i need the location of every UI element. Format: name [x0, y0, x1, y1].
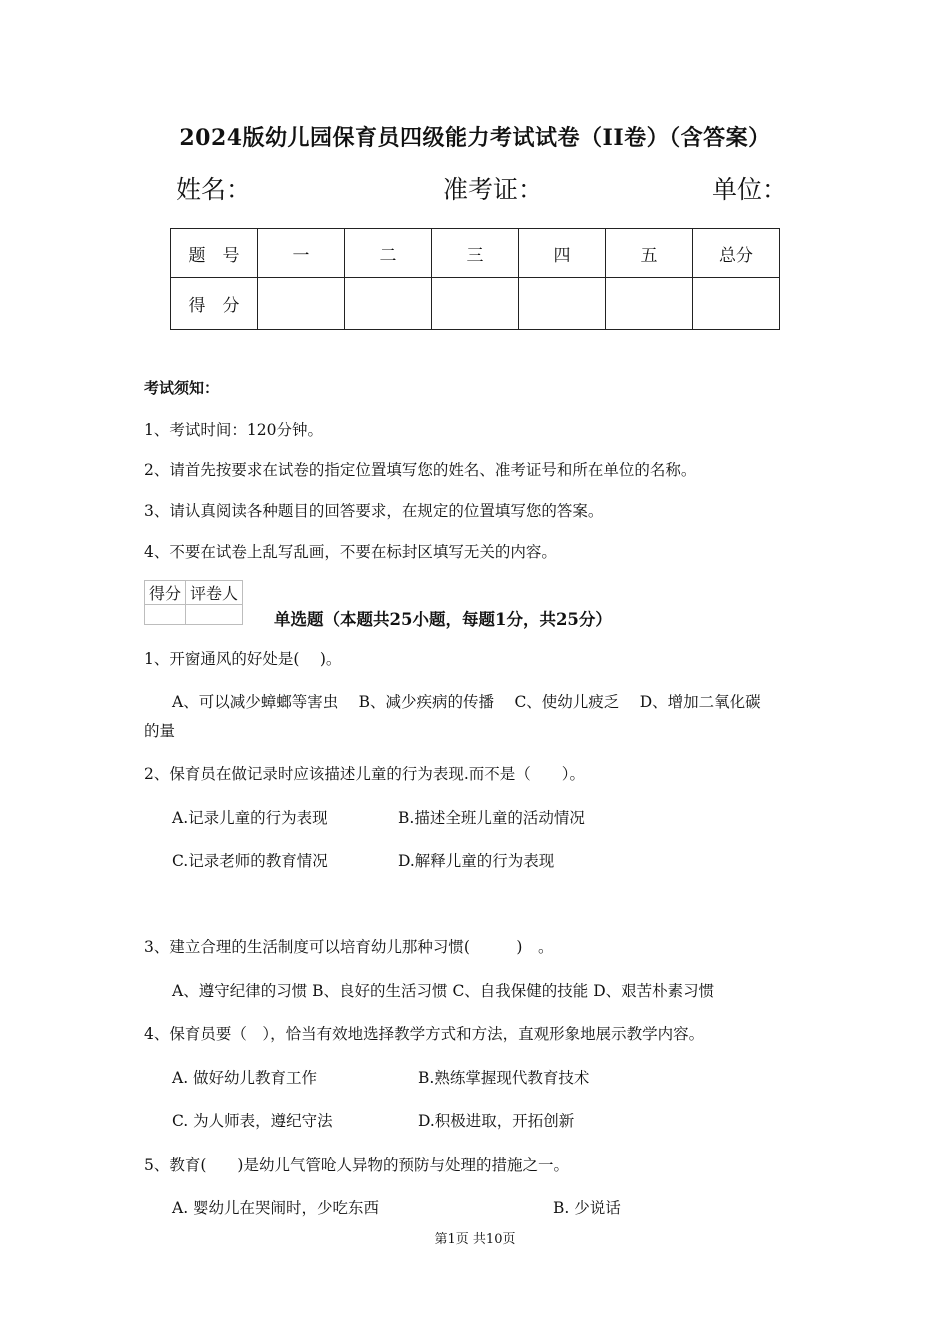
option-c: C.记录老师的教育情况 — [172, 852, 328, 870]
option-a: A. 婴幼儿在哭闹时，少吃东西 — [172, 1199, 380, 1217]
option-a: A. 做好幼儿教育工作 — [172, 1069, 318, 1087]
question-stem: 2、保育员在做记录时应该描述儿童的行为表现.而不是（ ）。 — [144, 765, 586, 783]
question-options: A、遵守纪律的习惯 B、良好的生活习惯 C、自我保健的技能 D、艰苦朴素习惯 — [172, 982, 715, 1000]
score-header-cell: 四 — [519, 229, 606, 278]
question-options: A、可以减少蟑螂等害虫 B、减少疾病的传播 C、使幼儿疲乏 D、增加二氧化碳 — [172, 693, 761, 711]
option-c: C. 为人师表，遵纪守法 — [172, 1112, 333, 1130]
grader-name-cell — [186, 605, 243, 625]
score-cell — [519, 278, 606, 330]
option-b: B.描述全班儿童的活动情况 — [398, 809, 585, 827]
score-table — [170, 228, 780, 330]
option-d: D.积极进取，开拓创新 — [418, 1112, 575, 1130]
score-cell — [258, 278, 345, 330]
grader-score-label: 得分 — [145, 581, 186, 605]
option-b: B.熟练掌握现代教育技术 — [418, 1069, 590, 1087]
unit-field-label: 单位： — [712, 175, 788, 204]
name-field-label: 姓名： — [176, 175, 252, 204]
score-cell — [606, 278, 693, 330]
option-b: B. 少说话 — [553, 1199, 621, 1217]
score-header-cell: 二 — [345, 229, 432, 278]
notice-heading: 考试须知： — [144, 379, 220, 397]
score-header-cell: 总分 — [693, 229, 780, 278]
question-stem: 5、教育( )是幼儿气管呛人异物的预防与处理的措施之一。 — [144, 1156, 569, 1174]
question-stem: 3、建立合理的生活制度可以培育幼儿那种习惯( ) 。 — [144, 938, 554, 956]
notice-item: 1、考试时间：120分钟。 — [144, 421, 323, 439]
score-table-score-row — [171, 278, 780, 330]
option-d: D.解释儿童的行为表现 — [398, 852, 555, 870]
notice-item: 2、请首先按要求在试卷的指定位置填写您的姓名、准考证号和所在单位的名称。 — [144, 461, 697, 479]
grader-box — [144, 580, 243, 625]
grader-score-cell — [145, 605, 186, 625]
score-header-cell: 五 — [606, 229, 693, 278]
score-header-cell: 三 — [432, 229, 519, 278]
score-header-cell: 题 号 — [171, 229, 258, 278]
score-cell — [693, 278, 780, 330]
notice-item: 4、不要在试卷上乱写乱画，不要在标封区填写无关的内容。 — [144, 543, 557, 561]
question-stem: 4、保育员要（ ），恰当有效地选择教学方式和方法，直观形象地展示教学内容。 — [144, 1025, 705, 1043]
score-row-label: 得 分 — [171, 278, 258, 330]
grader-name-label: 评卷人 — [186, 581, 243, 605]
score-cell — [345, 278, 432, 330]
score-cell — [432, 278, 519, 330]
score-header-cell: 一 — [258, 229, 345, 278]
question-stem: 1、开窗通风的好处是( )。 — [144, 650, 342, 668]
page-footer: 第1页 共10页 — [434, 1232, 516, 1247]
page-title: 2024版幼儿园保育员四级能力考试试卷（II卷）（含答案） — [179, 125, 771, 151]
question-options: 的量 — [144, 722, 176, 740]
notice-item: 3、请认真阅读各种题目的回答要求，在规定的位置填写您的答案。 — [144, 502, 604, 520]
exam-id-field-label: 准考证： — [443, 175, 544, 204]
option-a: A.记录儿童的行为表现 — [172, 809, 328, 827]
section-title: 单选题（本题共25小题，每题1分，共25分） — [274, 610, 612, 629]
score-table-header-row — [171, 229, 780, 278]
